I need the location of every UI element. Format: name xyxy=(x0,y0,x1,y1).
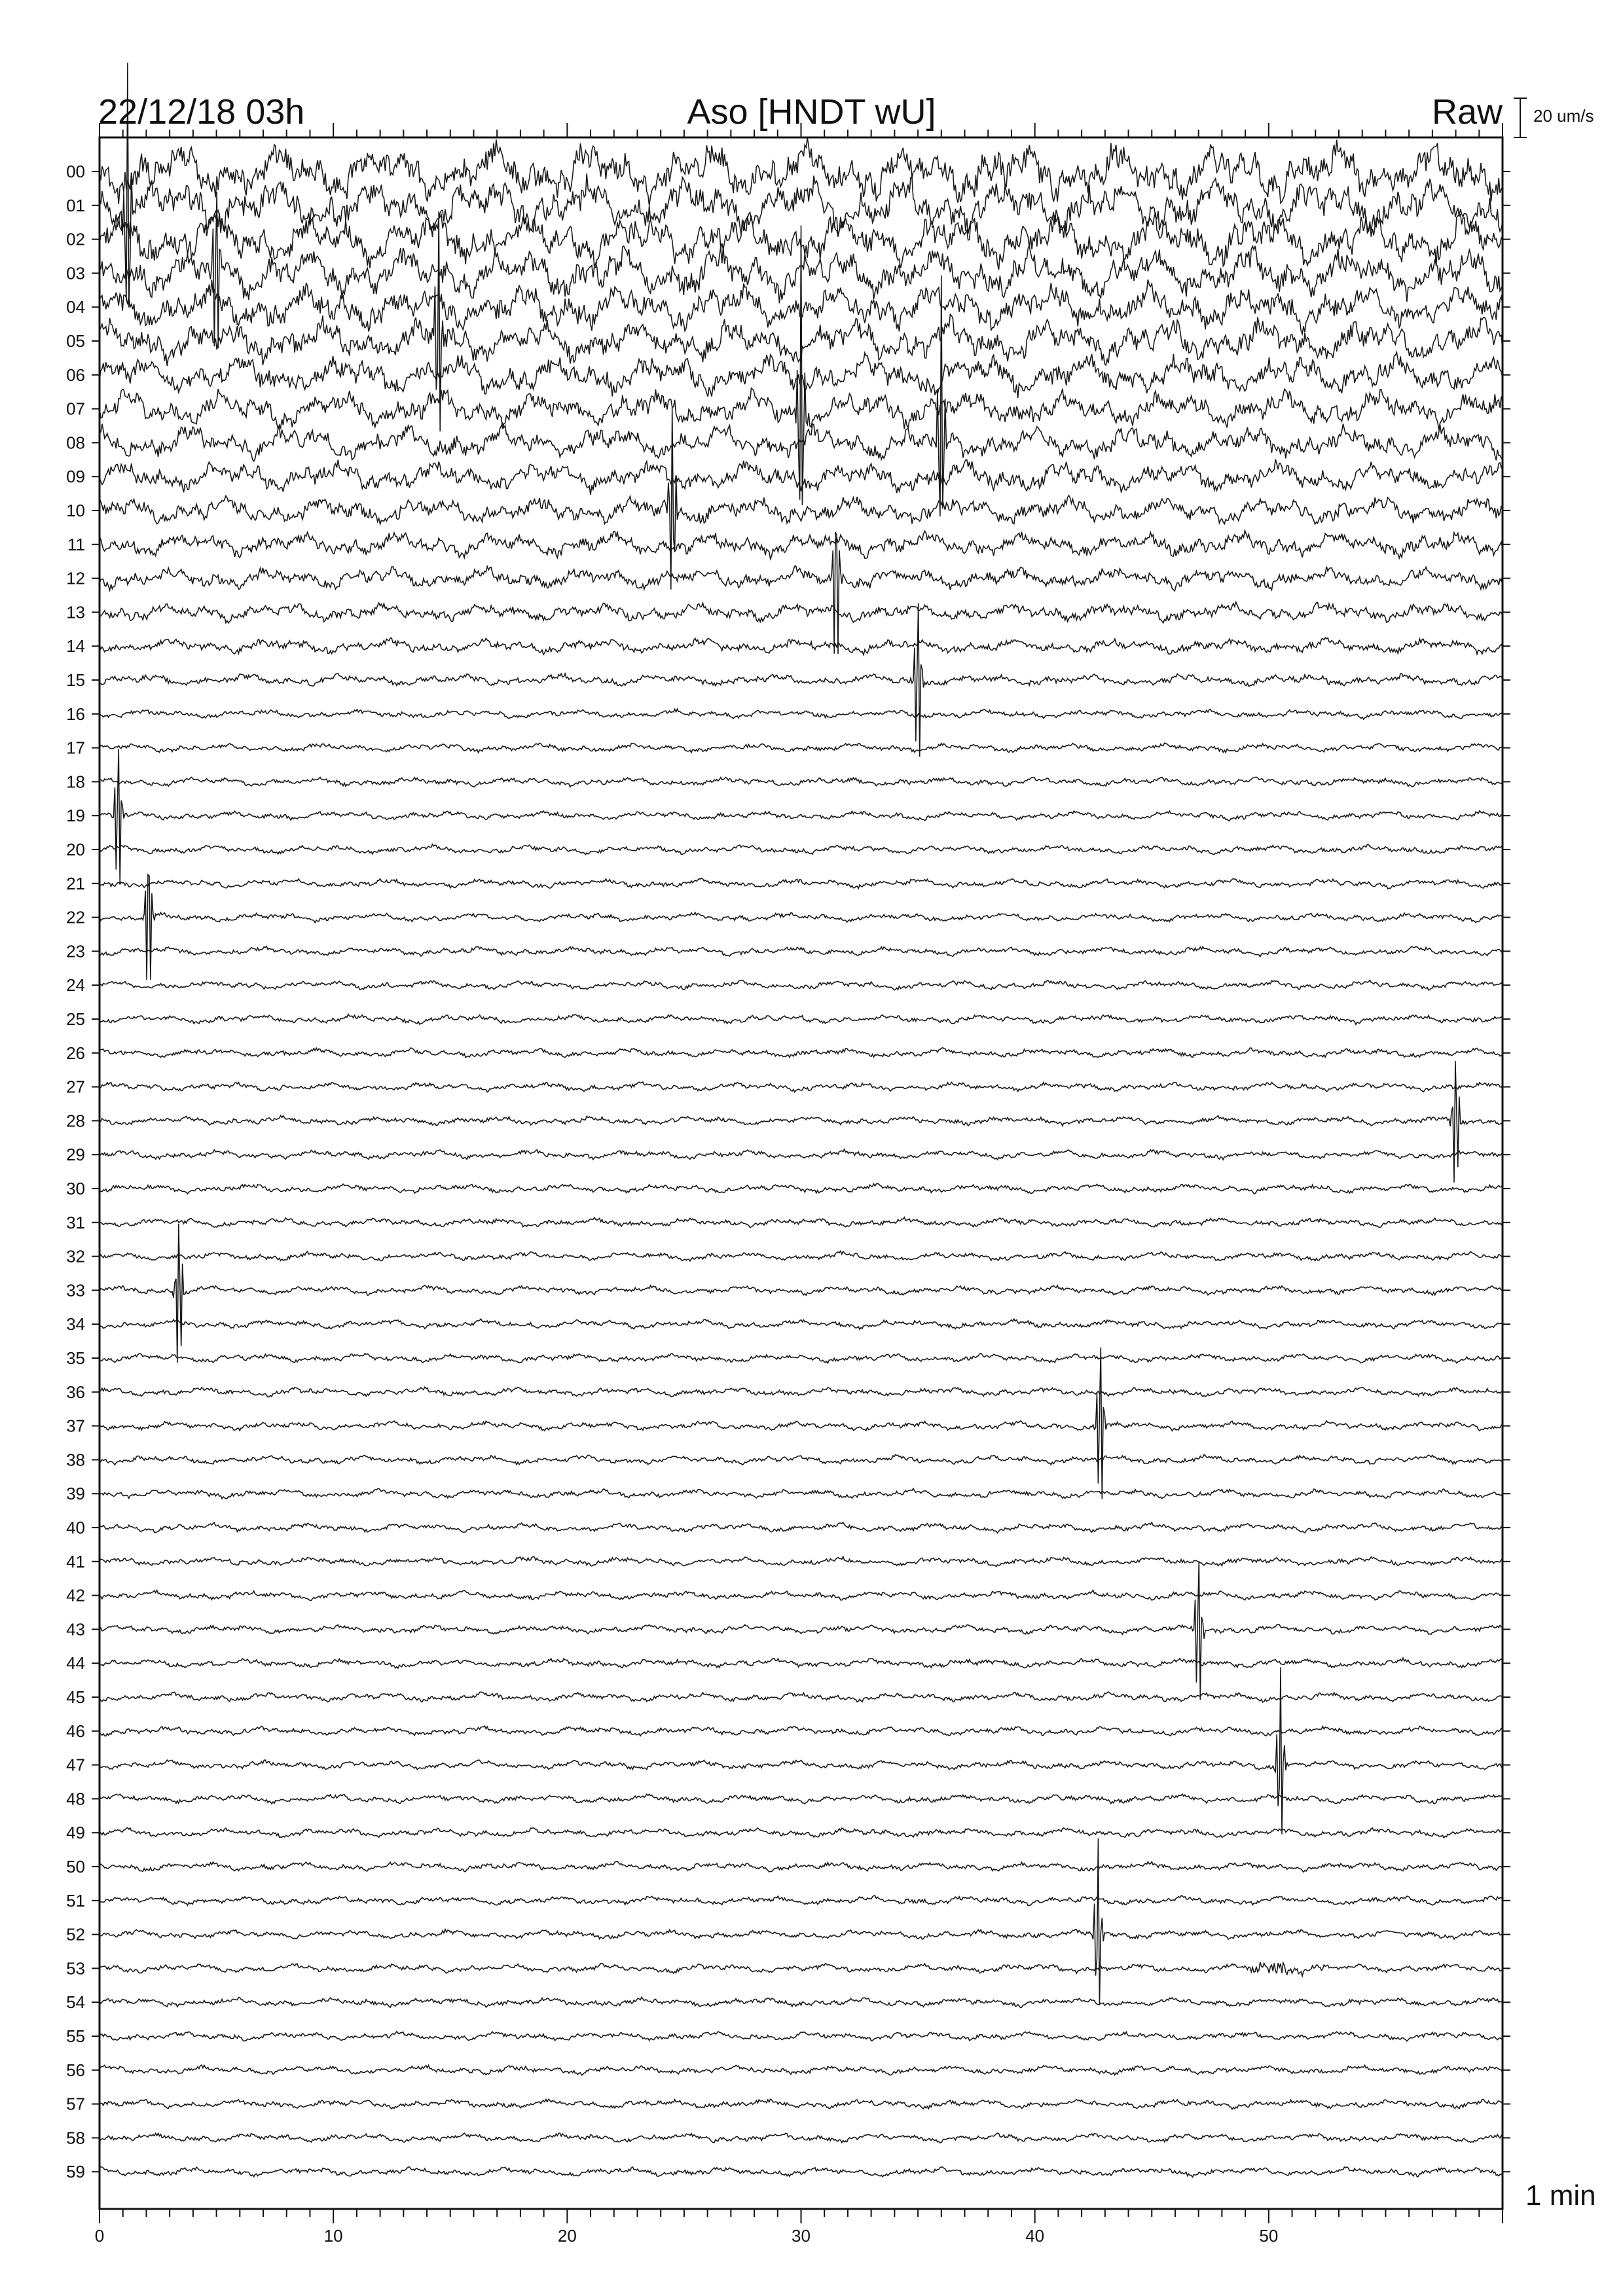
row-label: 32 xyxy=(66,1246,85,1266)
trace-row-16 xyxy=(100,709,1503,719)
trace-row-50 xyxy=(100,1861,1503,1872)
row-label: 47 xyxy=(66,1755,85,1775)
trace-row-18 xyxy=(100,777,1503,787)
row-label: 09 xyxy=(66,467,85,487)
row-label: 15 xyxy=(66,670,85,690)
row-label: 39 xyxy=(66,1484,85,1504)
row-label: 05 xyxy=(66,331,85,351)
row-label: 33 xyxy=(66,1280,85,1300)
row-label: 18 xyxy=(66,772,85,792)
row-label: 16 xyxy=(66,704,85,724)
scale-label: 20 um/s xyxy=(1533,106,1594,126)
trace-row-58 xyxy=(100,2133,1503,2143)
trace-row-31 xyxy=(100,1217,1503,1228)
row-label: 51 xyxy=(66,1890,85,1910)
seismic-traces xyxy=(100,63,1503,2178)
x-axis-unit-label: 1 min xyxy=(1525,2179,1596,2212)
trace-row-45 xyxy=(100,1692,1503,1702)
station-label: Aso [HNDT wU] xyxy=(687,92,936,132)
trace-row-59 xyxy=(100,2167,1503,2178)
trace-row-39 xyxy=(100,1488,1503,1498)
trace-row-34 xyxy=(100,1319,1503,1329)
x-tick-label: 20 xyxy=(557,2226,577,2246)
row-label: 35 xyxy=(66,1348,85,1368)
trace-row-22 xyxy=(100,874,1503,980)
row-label: 04 xyxy=(66,297,85,317)
row-label: 01 xyxy=(66,195,85,215)
row-label: 48 xyxy=(66,1789,85,1809)
trace-row-40 xyxy=(100,1522,1503,1533)
x-axis-labels xyxy=(95,2226,1279,2246)
row-label: 03 xyxy=(66,263,85,283)
row-label: 13 xyxy=(66,602,85,622)
row-label: 14 xyxy=(66,636,85,656)
trace-row-53 xyxy=(100,1962,1503,1976)
row-label: 30 xyxy=(66,1179,85,1198)
x-tick-label: 40 xyxy=(1025,2226,1045,2246)
row-label: 02 xyxy=(66,229,85,249)
trace-row-44 xyxy=(100,1658,1503,1668)
row-label: 29 xyxy=(66,1145,85,1165)
mode-label: Raw xyxy=(1431,92,1503,132)
row-label: 36 xyxy=(66,1382,85,1402)
trace-row-26 xyxy=(100,1048,1503,1058)
trace-row-24 xyxy=(100,980,1503,990)
trace-row-30 xyxy=(100,1183,1503,1194)
row-label: 08 xyxy=(66,433,85,453)
trace-row-54 xyxy=(100,1998,1503,2008)
trace-row-37 xyxy=(100,1348,1503,1499)
row-label: 27 xyxy=(66,1077,85,1097)
row-label: 52 xyxy=(66,1924,85,1945)
row-label: 25 xyxy=(66,1009,85,1029)
row-label: 50 xyxy=(66,1857,85,1876)
row-ticks xyxy=(92,171,1510,2172)
row-label: 28 xyxy=(66,1111,85,1131)
row-label: 20 xyxy=(66,840,85,859)
trace-row-48 xyxy=(100,1794,1503,1804)
trace-row-32 xyxy=(100,1251,1503,1261)
row-label: 59 xyxy=(66,2162,85,2182)
trace-row-42 xyxy=(100,1590,1503,1601)
row-label: 44 xyxy=(66,1653,85,1674)
trace-row-47 xyxy=(100,1667,1503,1834)
x-tick-label: 0 xyxy=(94,2226,105,2246)
trace-row-10 xyxy=(100,408,1503,590)
trace-row-28 xyxy=(100,1061,1503,1183)
trace-row-00 xyxy=(100,138,1503,206)
row-label: 24 xyxy=(66,975,85,996)
trace-row-15 xyxy=(100,603,1503,757)
trace-row-11 xyxy=(100,531,1503,559)
trace-row-41 xyxy=(100,1556,1503,1566)
row-label: 21 xyxy=(66,873,85,893)
row-label: 56 xyxy=(66,2060,85,2080)
row-label: 49 xyxy=(66,1823,85,1843)
row-label: 31 xyxy=(66,1212,85,1232)
row-label: 43 xyxy=(66,1619,85,1640)
row-label: 26 xyxy=(66,1043,85,1063)
trace-row-21 xyxy=(100,878,1503,889)
row-label: 57 xyxy=(66,2094,85,2114)
trace-row-27 xyxy=(100,1082,1503,1092)
trace-row-55 xyxy=(100,2032,1503,2041)
row-label: 12 xyxy=(66,568,85,588)
row-labels xyxy=(66,162,85,2181)
trace-row-43 xyxy=(100,1561,1503,1700)
row-label: 41 xyxy=(66,1551,85,1571)
x-tick-label: 30 xyxy=(792,2226,811,2246)
trace-row-20 xyxy=(100,844,1503,855)
trace-row-23 xyxy=(100,946,1503,957)
trace-row-19 xyxy=(100,749,1503,884)
trace-row-14 xyxy=(100,637,1503,655)
trace-row-46 xyxy=(100,1726,1503,1736)
trace-row-49 xyxy=(100,1827,1503,1838)
trace-row-51 xyxy=(100,1895,1503,1905)
row-label: 10 xyxy=(66,501,85,520)
row-label: 17 xyxy=(66,738,85,758)
row-label: 46 xyxy=(66,1721,85,1741)
row-label: 19 xyxy=(66,806,85,826)
date-hour-label: 22/12/18 03h xyxy=(98,92,305,132)
row-label: 07 xyxy=(66,399,85,419)
trace-row-57 xyxy=(100,2099,1503,2109)
row-label: 40 xyxy=(66,1518,85,1537)
row-label: 38 xyxy=(66,1450,85,1470)
trace-row-33 xyxy=(100,1224,1503,1363)
trace-row-35 xyxy=(100,1354,1503,1363)
row-label: 55 xyxy=(66,2026,85,2046)
trace-row-13 xyxy=(100,602,1503,623)
row-label: 06 xyxy=(66,365,85,385)
trace-row-09 xyxy=(100,459,1503,495)
trace-row-07 xyxy=(100,225,1503,505)
row-label: 54 xyxy=(66,1992,85,2013)
row-label: 22 xyxy=(66,907,85,927)
trace-row-12 xyxy=(100,532,1503,654)
row-label: 58 xyxy=(66,2128,85,2148)
row-label: 42 xyxy=(66,1585,85,1605)
trace-row-17 xyxy=(100,743,1503,753)
trace-row-36 xyxy=(100,1387,1503,1397)
row-label: 00 xyxy=(66,162,85,181)
row-label: 45 xyxy=(66,1687,85,1707)
trace-row-25 xyxy=(100,1014,1503,1025)
row-label: 53 xyxy=(66,1958,85,1979)
row-label: 23 xyxy=(66,941,85,961)
trace-row-29 xyxy=(100,1149,1503,1160)
x-tick-label: 50 xyxy=(1259,2226,1279,2246)
x-tick-label: 10 xyxy=(323,2226,343,2246)
trace-row-56 xyxy=(100,2065,1503,2075)
row-label: 11 xyxy=(67,534,85,554)
row-label: 34 xyxy=(66,1314,85,1335)
trace-row-38 xyxy=(100,1455,1503,1465)
row-label: 37 xyxy=(66,1416,85,1436)
